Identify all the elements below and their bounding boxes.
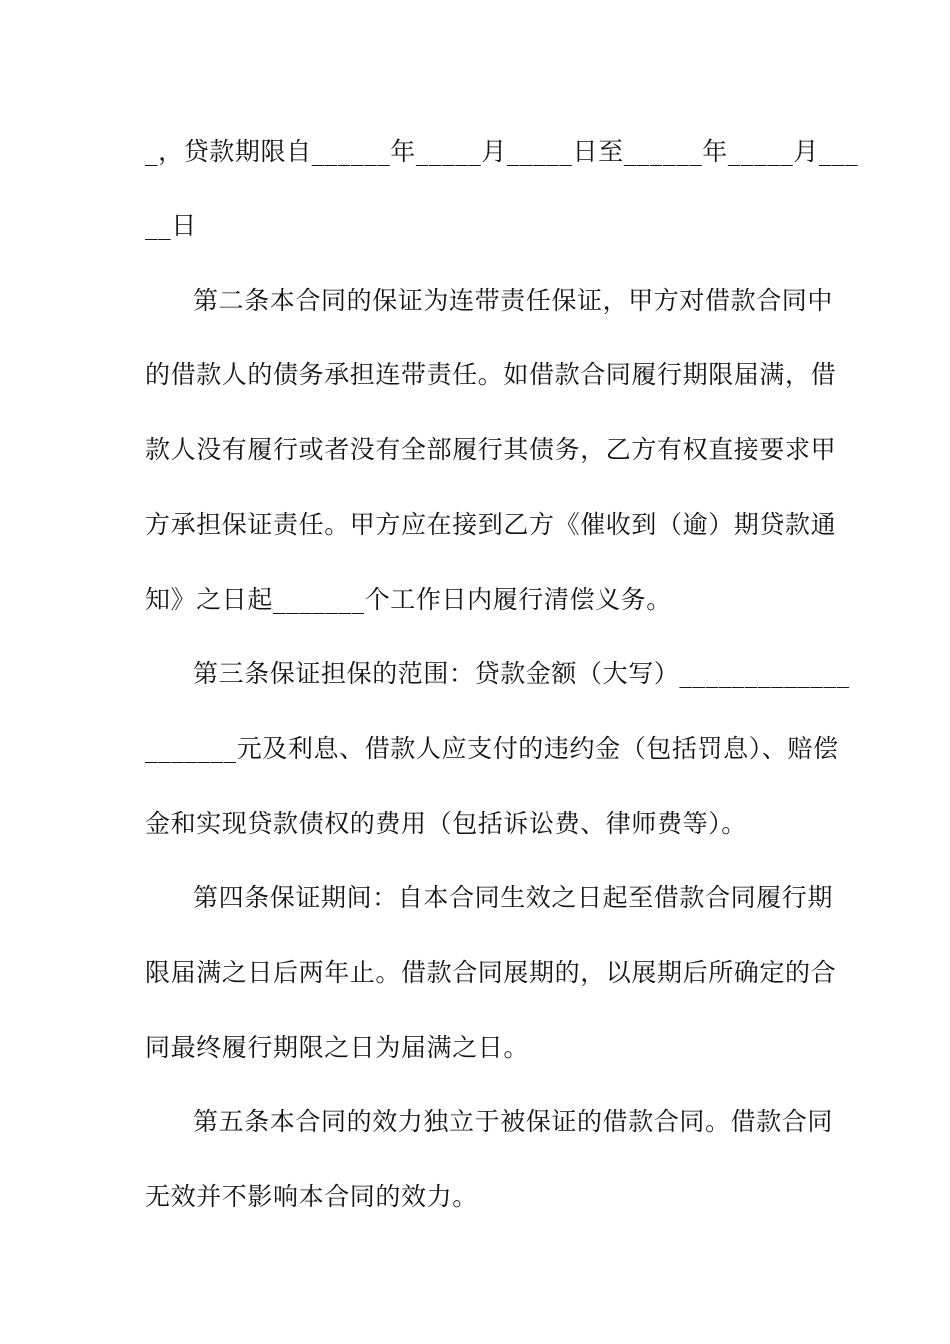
article-2-line-5: 知》之日起_______个工作日内履行清偿义务。 [145, 585, 672, 614]
article-3-line-3: 金和实现贷款债权的费用（包括诉讼费、律师费等）。 [145, 809, 747, 838]
article-2-line-3: 款人没有履行或者没有全部履行其债务，乙方有权直接要求甲 [145, 435, 837, 464]
article-2-line-2: 的借款人的债务承担连带责任。如借款合同履行期限届满，借 [145, 360, 837, 389]
article-4-line-3: 同最终履行期限之日为届满之日。 [145, 1033, 530, 1062]
article-5-line-2: 无效并不影响本合同的效力。 [145, 1182, 478, 1211]
article-2-line-1: 第二条本合同的保证为连带责任保证，甲方对借款合同中 [193, 286, 834, 315]
article-3-line-2: _______元及利息、借款人应支付的违约金（包括罚息）、赔偿 [145, 734, 839, 763]
article-2-line-4: 方承担保证责任。甲方应在接到乙方《催收到（逾）期贷款通 [145, 510, 837, 539]
loan-term-line-continued: __日 [145, 211, 197, 240]
loan-term-line: _，贷款期限自______年_____月_____日至______年_____月___ [145, 137, 859, 166]
article-4-line-2: 限届满之日后两年止。借款合同展期的，以展期后所确定的合 [145, 958, 837, 987]
article-5-line-1: 第五条本合同的效力独立于被保证的借款合同。借款合同 [193, 1107, 834, 1136]
article-4-line-1: 第四条保证期间：自本合同生效之日起至借款合同履行期 [193, 883, 834, 912]
article-3-line-1: 第三条保证担保的范围：贷款金额（大写）_____________ [193, 659, 850, 688]
